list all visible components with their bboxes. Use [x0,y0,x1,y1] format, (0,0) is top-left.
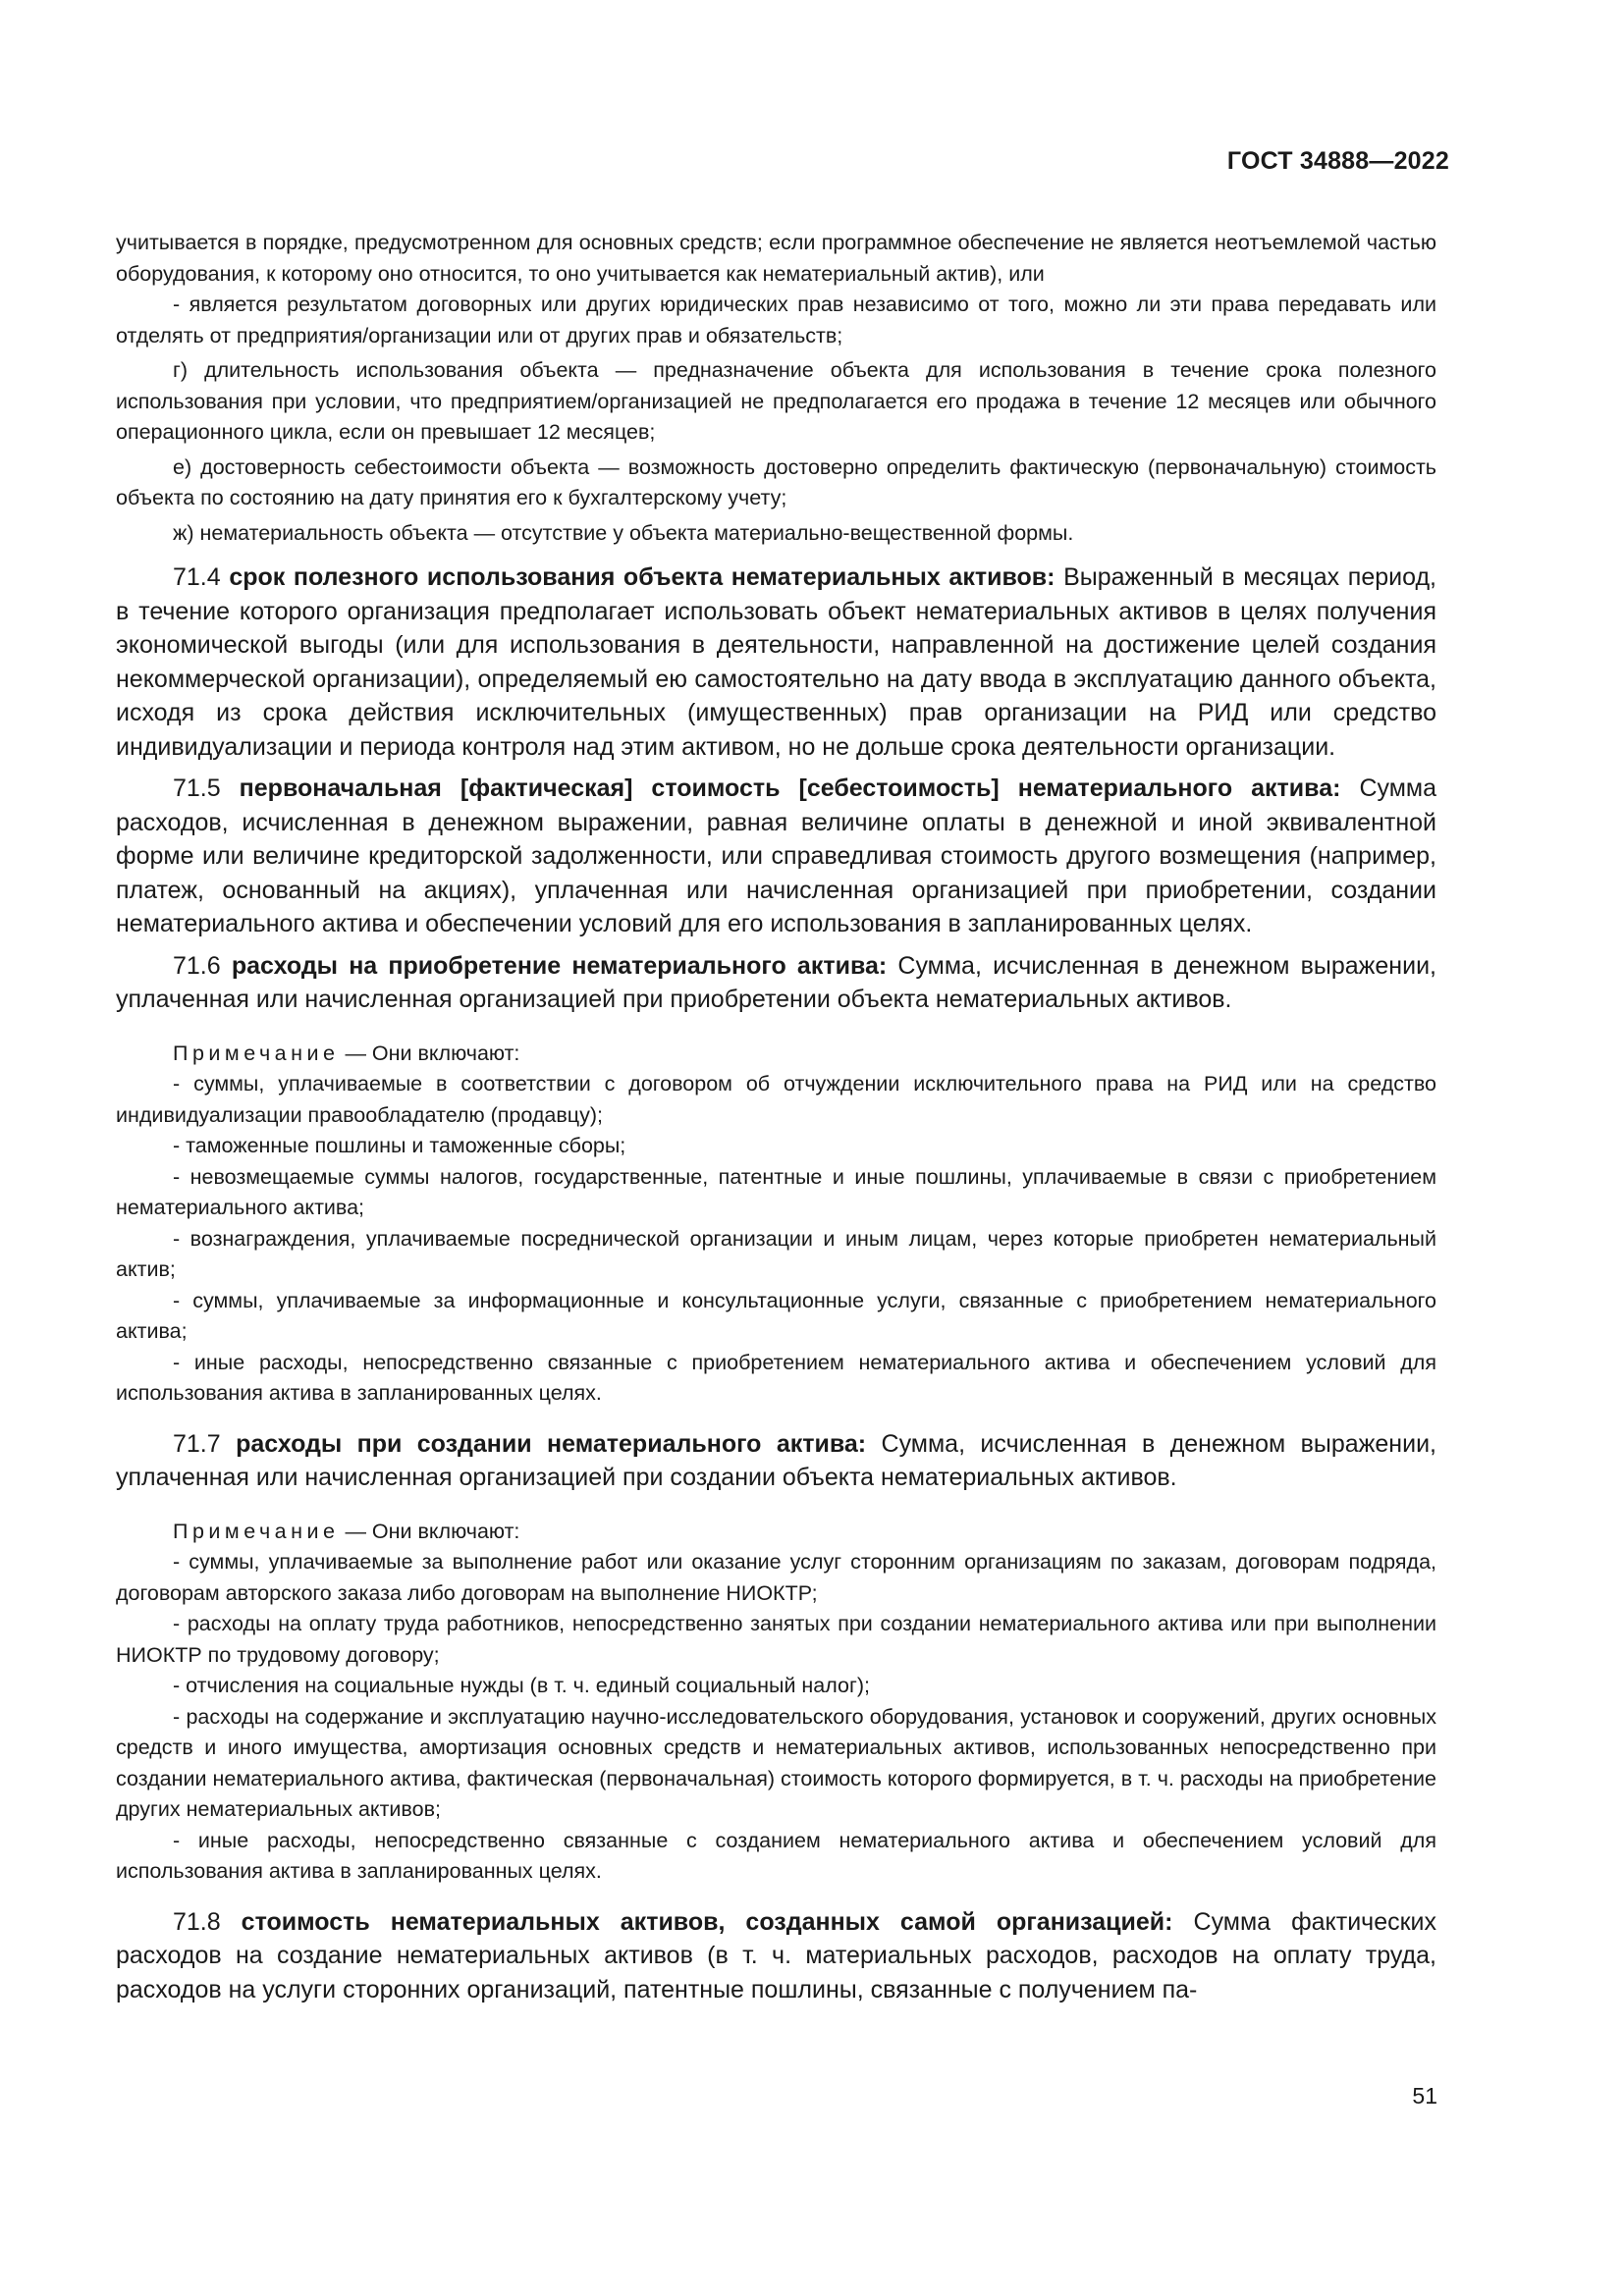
definition-number: 71.7 [173,1429,221,1458]
note-item: - расходы на оплату труда работников, непосредственно занятых при создании нематериального актива или при выполнении НИОКТР по трудовому договору; [116,1612,1436,1667]
list-item-zh: ж) нематериальность объекта — отсутствие у объекта материально-вещественной формы. [173,520,1074,545]
definition-term: расходы на приобретение нематериального актива: [231,951,888,980]
note-item: - иные расходы, непосредственно связанные с созданием нематериального актива и обеспечением условий для использования актива в запланированных целях. [116,1828,1436,1883]
definition-71-7 [116,1427,1436,1495]
definition-term: расходы при создании нематериального актива: [236,1429,867,1458]
list-item-e: е) достоверность себестоимости объекта — возможность достоверно определить фактическую (первоначальную) стоимость объекта по состоянию на дату принятия его к бухгалтерскому учету; [116,454,1436,509]
definition-number: 71.8 [173,1907,221,1936]
definitions-group-2 [116,1427,1436,1495]
note-item: - суммы, уплачиваемые в соответствии с договором об отчуждении исключительного права на РИД или на средство индивидуализации правообладателю (продавцу); [116,1072,1436,1127]
list-continuation-text: учитывается в порядке, предусмотренном для основных средств; если программное обеспечение не является неотъемлемой частью оборудования, к которому оно относится, то оно учитывается как нематериальный актив), или [116,231,1436,286]
note-heading [116,1517,1436,1548]
note-item: - иные расходы, непосредственно связанные с приобретением нематериального актива и обеспечением условий для использования актива в запланированных целях. [116,1350,1436,1405]
definition-text: Сумма, исчисленная в денежном выражении, уплаченная или начисленная организацией при создании объекта нематериальных активов. [116,1429,1436,1491]
list-item-g: г) длительность использования объекта — предназначение объекта для использования в течение срока полезного использования при условии, что предприятием/организацией не предполагается его продажа в течение 12 месяцев или обычного операционного цикла, если он превышает 12 месяцев; [116,358,1436,444]
page-number: 51 [1412,2083,1437,2109]
list-item-dash: - является результатом договорных или других юридических прав независимо от того, можно ли эти права передавать или отделять от предприятия/организации или от других прав и обязательств; [116,293,1436,347]
document-header: ГОСТ 34888—2022 [1226,147,1449,175]
note-title: Примечание [173,1519,340,1543]
page-content [116,228,1436,2006]
note-item: - суммы, уплачиваемые за информационные и консультационные услуги, связанные с приобретением нематериального актива; [116,1288,1436,1343]
definition-71-5 [116,772,1436,941]
note-item: - таможенные пошлины и таможенные сборы; [173,1134,626,1157]
definition-term: первоначальная [фактическая] стоимость [себестоимость] нематериального актива: [239,774,1341,802]
note-creation [116,1517,1436,1888]
note-item: - расходы на содержание и эксплуатацию научно-исследовательского оборудования, установок и сооружений, других основных средств и иного имущества, амортизация основных средств и нематериальных активов, использованных непосредственно при создании нематериального актива, фактическая (первоначальная) стоимость которого формируется, в т. ч. расходы на приобретение других нематериальных активов; [116,1704,1436,1821]
definition-text: Сумма расходов, исчисленная в денежном выражении, равная величине оплаты в денежной и иной эквивалентной форме или величине кредиторской задолженности, или справедливая стоимость другого возмещения (например, платеж, основанный на акциях), уплаченная или начисленная организацией при приобретении, создании нематериального актива и обеспечении условий для его использования в запланированных целях. [116,774,1436,937]
definition-number: 71.4 [173,563,221,591]
note-heading [116,1039,1436,1070]
definition-71-8 [116,1905,1436,2007]
definition-text: Сумма фактических расходов на создание нематериальных активов (в т. ч. материальных расходов, расходов на оплату труда, расходов на услуги сторонних организаций, патентные пошлины, связанные с получением па- [116,1907,1437,2003]
definition-term: срок полезного использования объекта нематериальных активов: [229,563,1056,591]
note-intro: — Они включают: [345,1519,520,1543]
definition-text: Сумма, исчисленная в денежном выражении, уплаченная или начисленная организацией при приобретении объекта нематериальных активов. [116,951,1436,1013]
continued-list [116,228,1436,549]
definition-71-6 [116,949,1436,1017]
note-item: - суммы, уплачиваемые за выполнение работ или оказание услуг сторонним организациям по заказам, договорам подряда, договорам авторского заказа либо договорам на выполнение НИОКТР; [116,1550,1436,1605]
note-intro: — Они включают: [345,1041,520,1065]
definition-71-4 [116,561,1436,764]
definition-number: 71.5 [173,774,221,802]
note-item: - отчисления на социальные нужды (в т. ч. единый социальный налог); [173,1674,870,1697]
definition-term: стоимость нематериальных активов, созданных самой организацией: [241,1907,1173,1936]
note-acquisition [116,1039,1436,1410]
note-item: - вознаграждения, уплачиваемые посреднической организации и иным лицам, через которые приобретен нематериальный актив; [116,1226,1436,1281]
note-title: Примечание [173,1041,340,1065]
note-item: - невозмещаемые суммы налогов, государственные, патентные и иные пошлины, уплачиваемые в связи с приобретением нематериального актива; [116,1164,1436,1219]
definition-number: 71.6 [173,951,221,980]
definitions-group-1 [116,561,1436,1017]
definitions-group-3 [116,1905,1436,2007]
definition-text: Выраженный в месяцах период, в течение которого организация предполагает использовать объект нематериальных активов в целях получения экономической выгоды (или для использования в деятельности, направленной на достижение целей создания некоммерческой организации), определяемый ею самостоятельно на дату ввода в эксплуатацию данного объекта, исходя из срока действия исключительных (имущественных) прав организации на РИД или средство индивидуализации и периода контроля над этим активом, но не дольше срока деятельности организации. [116,563,1436,761]
